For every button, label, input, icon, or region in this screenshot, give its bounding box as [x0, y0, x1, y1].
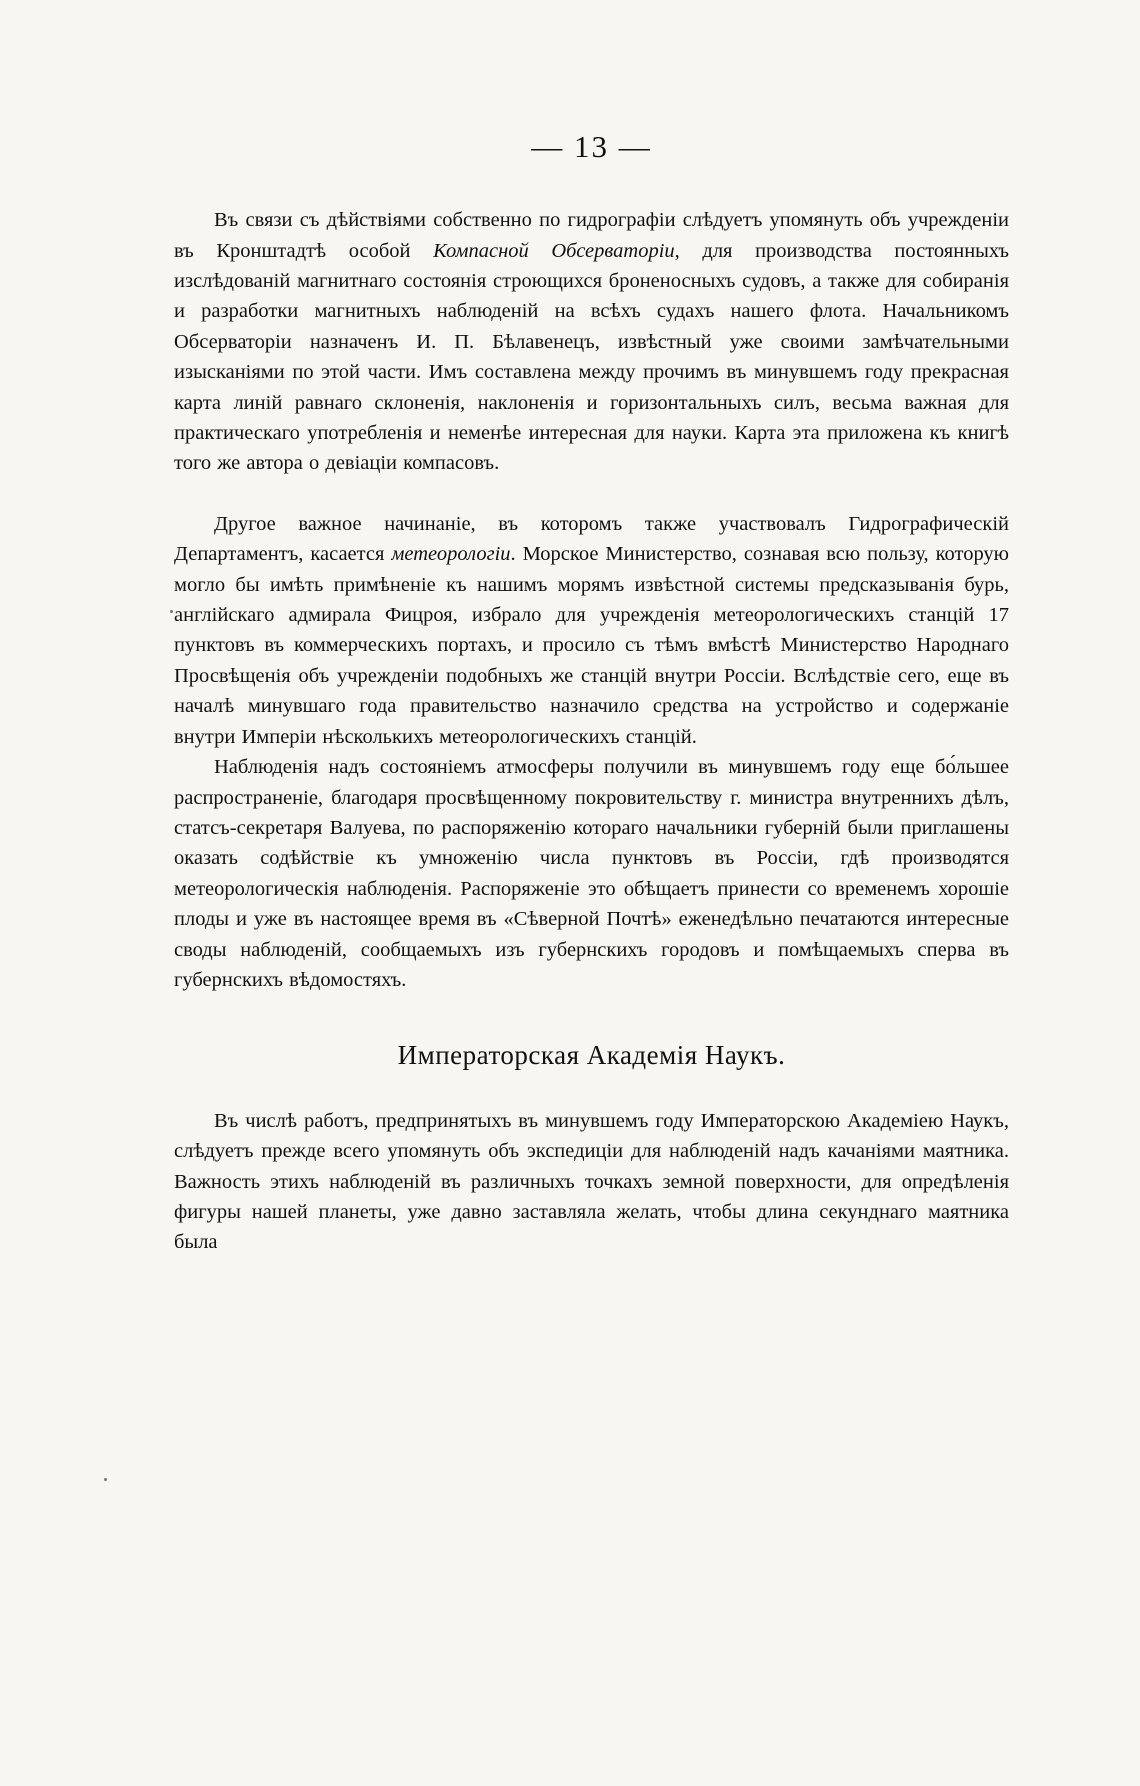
section-heading: Императорская Академія Наукъ. [397, 1040, 786, 1071]
text-run: Другое важное начинаніе, въ которомъ также участвовалъ Гидрографическій Департаментъ, касается [174, 512, 1009, 566]
scan-speck [170, 610, 173, 613]
body-text-top [174, 205, 1009, 995]
text-run: Въ связи съ дѣйствіями собственно по гидрографіи слѣдуетъ упомянуть объ учрежденіи въ Кронштадтѣ особой [174, 209, 1009, 262]
page [174, 128, 1009, 1258]
scan-speck [104, 1478, 107, 1481]
paragraph [174, 509, 1009, 752]
paragraph [174, 752, 1009, 995]
paragraph [174, 205, 1009, 479]
italic-term: Компасной Обсерваторіи [433, 239, 675, 262]
italic-term: метеорологіи [391, 543, 511, 566]
paragraph: Въ числѣ работъ, предпринятыхъ въ минувшемъ году Императорскою Академіею Наукъ, слѣдуетъ прежде всего упомянуть объ экспедиціи для наблюденій надъ качаніями маятника. Важность этихъ наблюденій въ различныхъ точкахъ земной поверхности, для опредѣленія фигуры нашей планеты, уже давно заставляла желать, чтобы длина секунднаго маятника была [174, 1109, 1009, 1254]
text-run: . Морское Министерство, сознавая всю пользу, которую могло бы имѣть примѣненіе къ нашимъ морямъ извѣстной системы предсказыванія бурь, англійскаго адмирала Фицроя, избрало для учрежденія метеорологическихъ станцій 17 пунктовъ въ коммерческихъ портахъ, и просило съ тѣмъ вмѣстѣ Министерство Народнаго Просвѣщенія объ учрежденіи подобныхъ же станцій внутри Россіи. Вслѣдствіе сего, еще въ началѣ минувшаго года правительство назначило средства на устройство и содержаніе внутри Имперіи нѣсколькихъ метеорологическихъ станцій. [174, 543, 1009, 748]
text-run: Наблюденія надъ состояніемъ атмосферы получили въ минувшемъ году еще бо́льшее распространеніе, благодаря просвѣщенному покровительству г. министра внутреннихъ дѣлъ, статсъ-секретаря Валуева, по распоряженію котораго начальники губерній были приглашены оказать содѣйствіе къ умноженію числа пунктовъ въ Россіи, гдѣ производятся метеорологическія наблюденія. Распоряженіе это обѣщаетъ принести со временемъ хорошіе плоды и уже въ настоящее время въ «Сѣверной Почтѣ» еженедѣльно печатаются интересные своды наблюденій, сообщаемыхъ изъ губернскихъ городовъ и помѣщаемыхъ сперва въ губернскихъ вѣдомостяхъ. [174, 756, 1009, 991]
text-run: , для производства постоянныхъ изслѣдованій магнитнаго состоянія строющихся броненосныхъ судовъ, а также для собиранія и разработки магнитныхъ наблюденій на всѣхъ судахъ нашего флота. Начальникомъ Обсерваторіи назначенъ И. П. Бѣлавенецъ, извѣстный уже своими замѣчательными изысканіями по этой части. Имъ составлена между прочимъ въ минувшемъ году прекрасная карта линій равнаго склоненія, наклоненія и горизонтальныхъ силъ, весьма важная для практическаго употребленія и неменѣе интересная для науки. Карта эта приложена къ книгѣ того же автора о девіаціи компасовъ. [174, 239, 1010, 475]
page-number: — 13 — [531, 129, 652, 164]
